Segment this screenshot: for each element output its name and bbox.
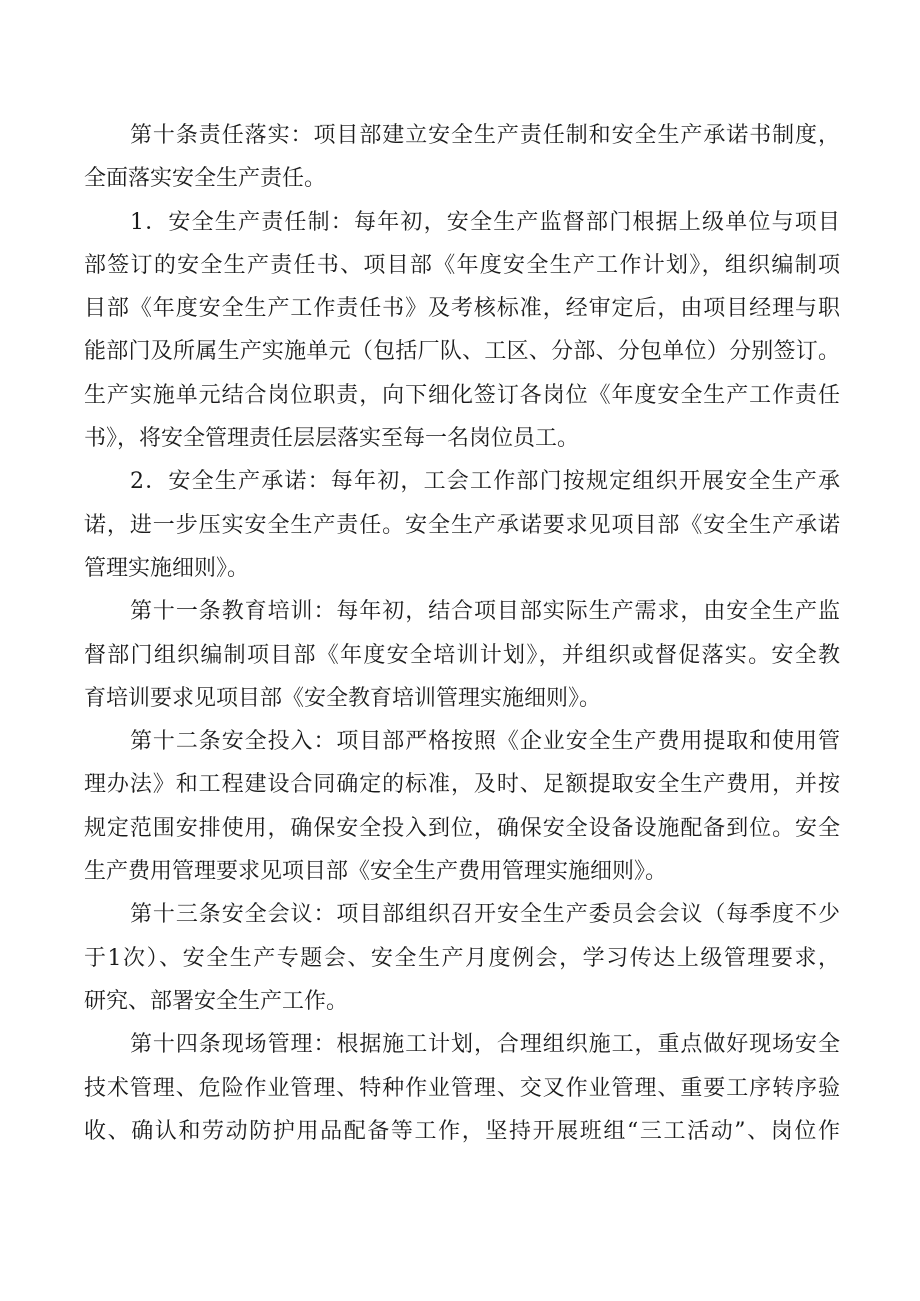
text-line: 目部《年度安全生产工作责任书》及考核标准，经审定后，由项目经理与职 <box>84 296 840 322</box>
document-page <box>84 114 840 1153</box>
text-line: 诺，进一步压实安全生产责任。安全生产承诺要求见项目部《安全生产承诺 <box>84 512 840 538</box>
paragraph <box>84 590 840 720</box>
text-line: 生产费用管理要求见项目部《安全生产费用管理实施细则》。 <box>84 859 668 885</box>
text-line: 全面落实安全生产责任。 <box>84 166 327 192</box>
text-line: 2．安全生产承诺：每年初，工会工作部门按规定组织开展安全生产承 <box>130 469 840 495</box>
text-line: 部签订的安全生产责任书、项目部《年度安全生产工作计划》，组织编制项 <box>84 252 840 278</box>
text-line: 书》，将安全管理责任层层落实至每一名岗位员工。 <box>84 426 580 452</box>
paragraph <box>84 1023 840 1153</box>
text-line: 第十二条安全投入：项目部严格按照《企业安全生产费用提取和使用管 <box>130 729 840 755</box>
text-line: 育培训要求见项目部《安全教育培训管理实施细则》。 <box>84 685 602 711</box>
text-line: 理办法》和工程建设合同确定的标准，及时、足额提取安全生产费用，并按 <box>84 772 840 798</box>
text-line: 督部门组织编制项目部《年度安全培训计划》，并组织或督促落实。安全教 <box>84 642 840 668</box>
text-line: 收、确认和劳动防护用品配备等工作，坚持开展班组“三工活动”、岗位作 <box>84 1118 840 1144</box>
text-line: 管理实施细则》。 <box>84 555 250 581</box>
paragraph <box>84 114 840 201</box>
paragraph <box>84 460 840 590</box>
text-line: 1．安全生产责任制：每年初，安全生产监督部门根据上级单位与项目 <box>130 209 840 235</box>
text-line: 规定范围安排使用，确保安全投入到位，确保安全设备设施配备到位。安全 <box>84 815 840 841</box>
text-line: 研究、部署安全生产工作。 <box>84 988 349 1014</box>
text-line: 第十一条教育培训：每年初，结合项目部实际生产需求，由安全生产监 <box>130 599 840 625</box>
text-line: 于1次）、安全生产专题会、安全生产月度例会，学习传达上级管理要求， <box>84 945 840 971</box>
text-line: 生产实施单元结合岗位职责，向下细化签订各岗位《年度安全生产工作责任 <box>84 382 840 408</box>
text-line: 第十条责任落实：项目部建立安全生产责任制和安全生产承诺书制度， <box>130 123 840 148</box>
paragraph <box>84 201 840 461</box>
text-line: 技术管理、危险作业管理、特种作业管理、交叉作业管理、重要工序转序验 <box>84 1075 840 1101</box>
paragraph <box>84 893 840 1023</box>
text-line: 第十三条安全会议：项目部组织召开安全生产委员会会议（每季度不少 <box>130 902 840 928</box>
paragraph <box>84 720 840 893</box>
text-line: 第十四条现场管理：根据施工计划，合理组织施工，重点做好现场安全 <box>130 1032 840 1058</box>
text-line: 能部门及所属生产实施单元（包括厂队、工区、分部、分包单位）分别签订。 <box>84 339 840 365</box>
